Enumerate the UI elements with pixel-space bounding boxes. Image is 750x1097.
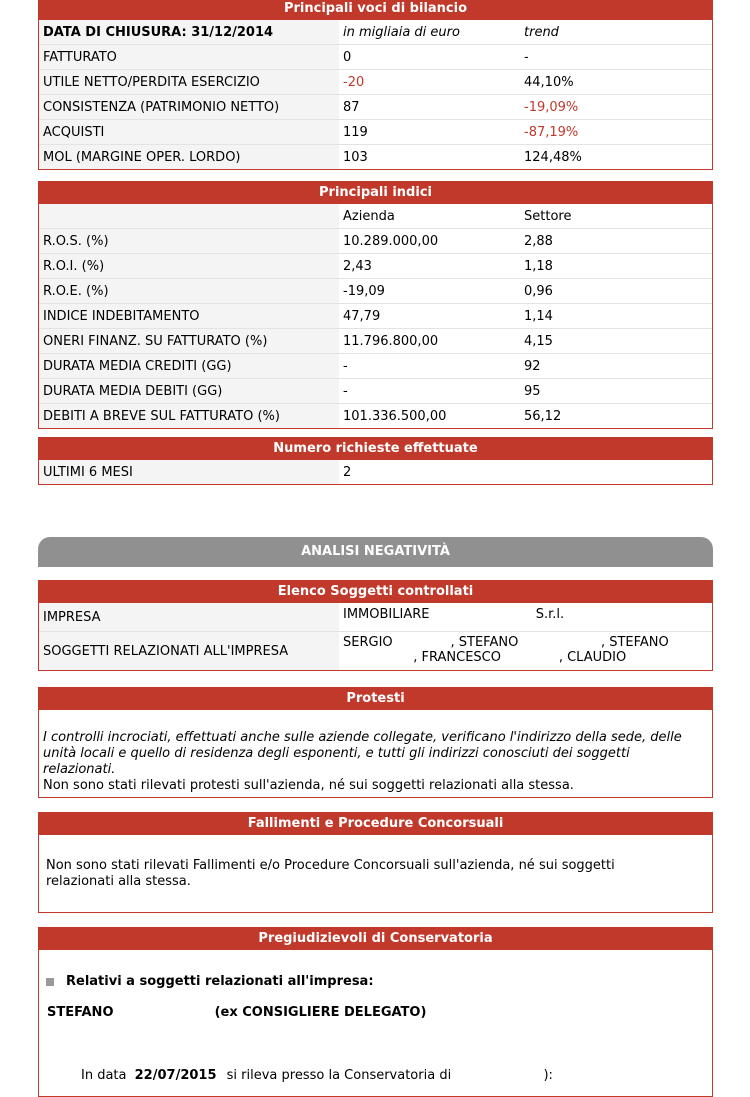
- row-settore: 4,15: [520, 329, 712, 354]
- row-label: ONERI FINANZ. SU FATTURATO (%): [39, 329, 339, 354]
- empty-header-cell: [39, 204, 339, 229]
- row-azienda: -19,09: [339, 279, 520, 304]
- table-row: [39, 460, 712, 484]
- relazionati-line: SERGIO , STEFANO , STEFANO: [343, 635, 669, 650]
- table-row: [39, 279, 712, 304]
- square-bullet-icon: [46, 978, 54, 986]
- person-role: (ex CONSIGLIERE DELEGATO): [214, 1005, 427, 1020]
- impresa-label: IMPRESA: [39, 603, 339, 632]
- richieste-table: [39, 460, 712, 484]
- conservatoria-detail-row: [81, 1068, 712, 1083]
- row-label: MOL (MARGINE OPER. LORDO): [39, 145, 339, 170]
- conservatoria-subtitle: Relativi a soggetti relazionati all'impresa:: [66, 974, 374, 989]
- row-azienda: -: [339, 379, 520, 404]
- table-row: [39, 304, 712, 329]
- table-row: [39, 70, 712, 95]
- conservatoria-title: Pregiudizievoli di Conservatoria: [39, 928, 712, 950]
- table-row: [39, 254, 712, 279]
- row-value: 103: [343, 149, 368, 165]
- table-row: [39, 229, 712, 254]
- row-azienda: 2,43: [339, 254, 520, 279]
- row-label: R.O.S. (%): [39, 229, 339, 254]
- table-row: [39, 632, 712, 671]
- protesti-note: I controlli incrociati, effettuati anche sulle aziende collegate, verificano l'indirizzo della sede, delle unità locali e quello di residenza degli esponenti, e tutti gli indirizzi conosciuti dei soggetti relazionati.: [43, 730, 682, 777]
- row-trend: -87,19%: [520, 120, 712, 145]
- table-row: [39, 95, 712, 120]
- unit-label: in migliaia di euro: [339, 20, 520, 45]
- richieste-panel: [38, 437, 713, 485]
- row-label: INDICE INDEBITAMENTO: [39, 304, 339, 329]
- row-azienda: 101.336.500,00: [343, 408, 447, 424]
- conservatoria-subtitle-row: [39, 974, 712, 989]
- row-azienda: 10.289.000,00: [339, 229, 520, 254]
- table-row: [39, 603, 712, 632]
- conservatoria-person-row: [47, 1005, 712, 1020]
- protesti-title: Protesti: [39, 688, 712, 710]
- relazionati-value: [339, 632, 712, 671]
- row-trend: 124,48%: [524, 149, 582, 165]
- row-label: R.O.I. (%): [39, 254, 339, 279]
- row-label: ACQUISTI: [39, 120, 339, 145]
- table-row: [39, 354, 712, 379]
- row-trend: 44,10%: [520, 70, 712, 95]
- row-label: DEBITI A BREVE SUL FATTURATO (%): [39, 404, 339, 429]
- detail-end: ):: [543, 1068, 553, 1083]
- impresa-value: [339, 603, 712, 632]
- table-row: [39, 45, 712, 70]
- row-value: 87: [339, 95, 520, 120]
- table-row: [39, 379, 712, 404]
- soggetti-table: [39, 603, 712, 670]
- table-row: [39, 145, 712, 170]
- analisi-negativita-bar: ANALISI NEGATIVITÀ: [38, 537, 713, 567]
- row-label: CONSISTENZA (PATRIMONIO NETTO): [39, 95, 339, 120]
- row-value: 119: [339, 120, 520, 145]
- protesti-text: [39, 710, 712, 802]
- trend-label: trend: [520, 20, 712, 45]
- richieste-title: Numero richieste effettuate: [39, 438, 712, 460]
- impresa-form: S.r.l.: [535, 607, 565, 622]
- fallimenti-title: Fallimenti e Procedure Concorsuali: [39, 813, 712, 835]
- row-value: 0: [339, 45, 520, 70]
- detail-date: 22/07/2015: [134, 1068, 217, 1083]
- row-azienda: 47,79: [339, 304, 520, 329]
- row-label: FATTURATO: [39, 45, 339, 70]
- relazionati-label: SOGGETTI RELAZIONATI ALL'IMPRESA: [39, 632, 339, 671]
- detail-prefix: In data: [81, 1068, 127, 1083]
- soggetti-title: Elenco Soggetti controllati: [39, 581, 712, 603]
- protesti-result: Non sono stati rilevati protesti sull'azienda, né sui soggetti relazionati alla stessa.: [43, 778, 574, 793]
- closing-date-label: DATA DI CHIUSURA: 31/12/2014: [39, 20, 339, 45]
- row-azienda: -: [339, 354, 520, 379]
- indici-panel: [38, 181, 713, 429]
- table-row: [39, 329, 712, 354]
- row-settore: 2,88: [520, 229, 712, 254]
- table-row: [39, 120, 712, 145]
- impresa-name: IMMOBILIARE: [343, 607, 430, 622]
- bilancio-table: [39, 20, 712, 169]
- row-label: DURATA MEDIA DEBITI (GG): [39, 379, 339, 404]
- relazionati-line: , FRANCESCO , CLAUDIO: [343, 650, 627, 665]
- conservatoria-panel: [38, 927, 713, 1097]
- protesti-panel: [38, 687, 713, 798]
- settore-header: Settore: [520, 204, 712, 229]
- indici-table: [39, 204, 712, 428]
- bilancio-panel: [38, 0, 713, 170]
- row-trend: -19,09%: [520, 95, 712, 120]
- row-settore: 1,18: [520, 254, 712, 279]
- row-settore: 92: [520, 354, 712, 379]
- bilancio-header-row: [39, 20, 712, 45]
- fallimenti-panel: [38, 812, 713, 913]
- richieste-value: 2: [343, 464, 352, 480]
- table-row: [39, 404, 712, 429]
- row-label: UTILE NETTO/PERDITA ESERCIZIO: [39, 70, 339, 95]
- row-settore: 56,12: [524, 408, 562, 424]
- indici-title: Principali indici: [39, 182, 712, 204]
- row-settore: 1,14: [520, 304, 712, 329]
- row-label: DURATA MEDIA CREDITI (GG): [39, 354, 339, 379]
- row-trend: -: [520, 45, 712, 70]
- richieste-label: ULTIMI 6 MESI: [39, 460, 339, 484]
- row-azienda: 11.796.800,00: [339, 329, 520, 354]
- row-settore: 95: [520, 379, 712, 404]
- fallimenti-result: Non sono stati rilevati Fallimenti e/o Procedure Concorsuali sull'azienda, né sui soggetti relazionati alla stessa.: [46, 858, 615, 889]
- row-value: -20: [339, 70, 520, 95]
- person-name: STEFANO: [47, 1005, 114, 1020]
- indici-header-row: [39, 204, 712, 229]
- azienda-header: Azienda: [339, 204, 520, 229]
- detail-text: si rileva presso la Conservatoria di: [226, 1068, 452, 1083]
- soggetti-panel: [38, 580, 713, 671]
- bilancio-title: Principali voci di bilancio: [39, 0, 712, 20]
- row-settore: 0,96: [520, 279, 712, 304]
- row-label: R.O.E. (%): [39, 279, 339, 304]
